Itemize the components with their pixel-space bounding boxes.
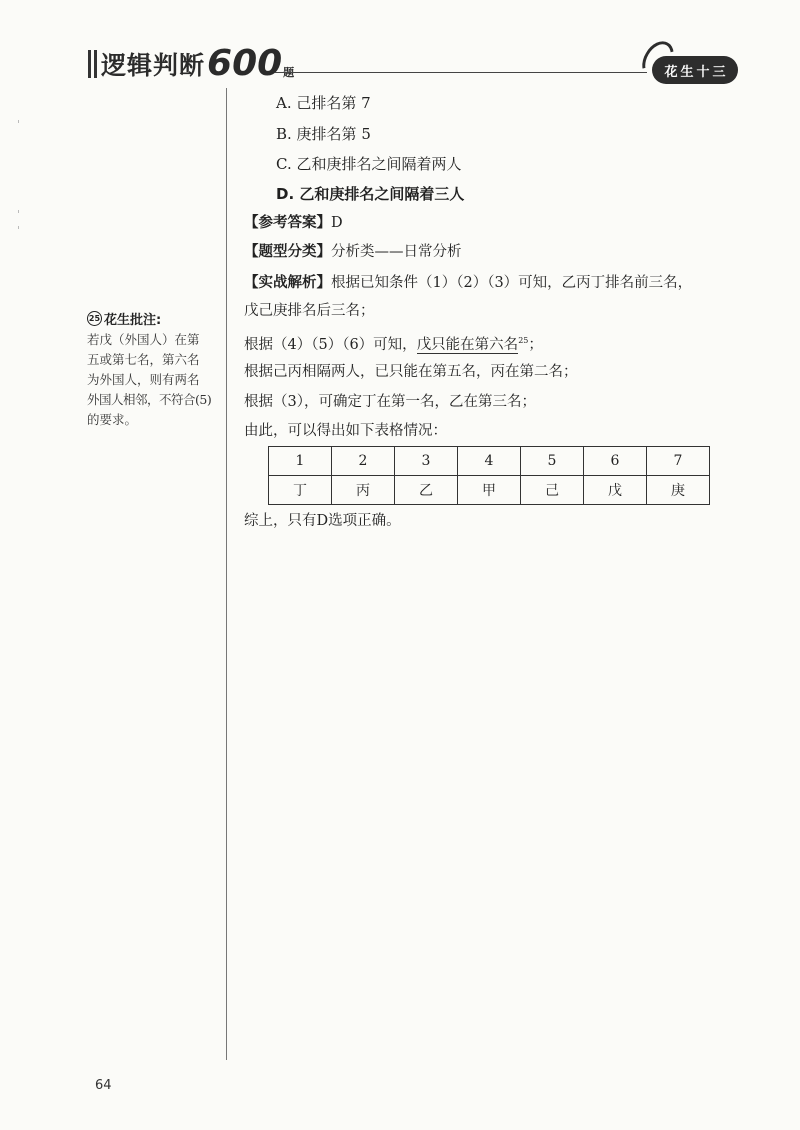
header-bar — [94, 50, 97, 78]
answer-label: 【参考答案】 — [244, 215, 331, 231]
analysis-line-4: 根据己丙相隔两人，已只能在第五名，丙在第二名； — [244, 364, 578, 380]
book-title-suffix: 题 — [283, 66, 295, 79]
note-line: 为外国人，则有两名 — [87, 372, 200, 387]
table-cell: 3 — [395, 447, 458, 476]
table-cell: 己 — [521, 476, 584, 505]
table-cell: 庚 — [647, 476, 710, 505]
ranking-table — [268, 446, 710, 505]
badge-char: 花 — [664, 64, 678, 80]
analysis-text: 根据（4）（5）（6）可知， — [244, 336, 417, 353]
option-c: C. 乙和庚排名之间隔着两人 — [276, 155, 462, 173]
category-line — [244, 241, 462, 263]
category-value: 分析类——日常分析 — [331, 244, 462, 260]
table-row — [269, 476, 710, 505]
table-cell: 7 — [647, 447, 710, 476]
badge-char: 十 — [696, 64, 710, 80]
answer-line — [244, 212, 343, 234]
badge-char: 三 — [712, 64, 726, 80]
note-line: 的要求。 — [87, 412, 138, 427]
header-rule — [275, 72, 647, 73]
book-title — [101, 44, 294, 84]
table-cell: 戊 — [584, 476, 647, 505]
series-badge — [652, 56, 738, 84]
category-label: 【题型分类】 — [244, 244, 331, 260]
header-bar — [88, 50, 91, 78]
book-title-number: 600 — [207, 43, 283, 84]
analysis-line-2: 戊己庚排名后三名； — [244, 303, 375, 319]
note-number: 25 — [87, 311, 102, 326]
table-cell: 5 — [521, 447, 584, 476]
analysis-line-6: 由此，可以得出如下表格情况： — [244, 423, 447, 439]
note-line: 若戊（外国人）在第 — [87, 332, 200, 347]
badge-char: 生 — [680, 64, 694, 80]
note-line: 五或第七名，第六名 — [87, 352, 200, 367]
note-heading — [87, 309, 161, 328]
option-d: D. 乙和庚排名之间隔着三人 — [276, 185, 465, 203]
analysis-text: 根据已知条件（1）（2）（3）可知，乙丙丁排名前三名， — [331, 275, 693, 291]
book-title-text: 逻辑判断 — [101, 51, 206, 80]
margin-mark — [18, 120, 19, 123]
analysis-line-5: 根据（3），可确定丁在第一名，乙在第三名； — [244, 394, 536, 410]
margin-mark — [18, 226, 19, 229]
table-cell: 1 — [269, 447, 332, 476]
answer-value: D — [331, 215, 343, 231]
note-title: 花生批注: — [104, 313, 162, 328]
analysis-text: ； — [528, 336, 543, 353]
table-cell: 4 — [458, 447, 521, 476]
table-cell: 6 — [584, 447, 647, 476]
conclusion-line: 综上，只有D选项正确。 — [244, 513, 401, 529]
underlined-phrase: 戊只能在第六名 — [416, 336, 519, 353]
table-cell: 丙 — [332, 476, 395, 505]
option-a: A. 己排名第 7 — [276, 94, 371, 112]
table-cell: 丁 — [269, 476, 332, 505]
analysis-line-1 — [244, 272, 692, 294]
table-cell: 2 — [332, 447, 395, 476]
option-b: B. 庚排名第 5 — [276, 125, 371, 143]
page-number: 64 — [95, 1078, 112, 1093]
column-divider — [226, 88, 227, 1060]
footnote-ref: 25 — [518, 336, 529, 345]
note-line: 外国人相邻，不符合(5) — [87, 392, 212, 407]
analysis-label: 【实战解析】 — [244, 275, 331, 291]
margin-mark — [18, 210, 19, 213]
analysis-line-3 — [244, 330, 543, 356]
table-cell: 乙 — [395, 476, 458, 505]
table-row — [269, 447, 710, 476]
table-cell: 甲 — [458, 476, 521, 505]
